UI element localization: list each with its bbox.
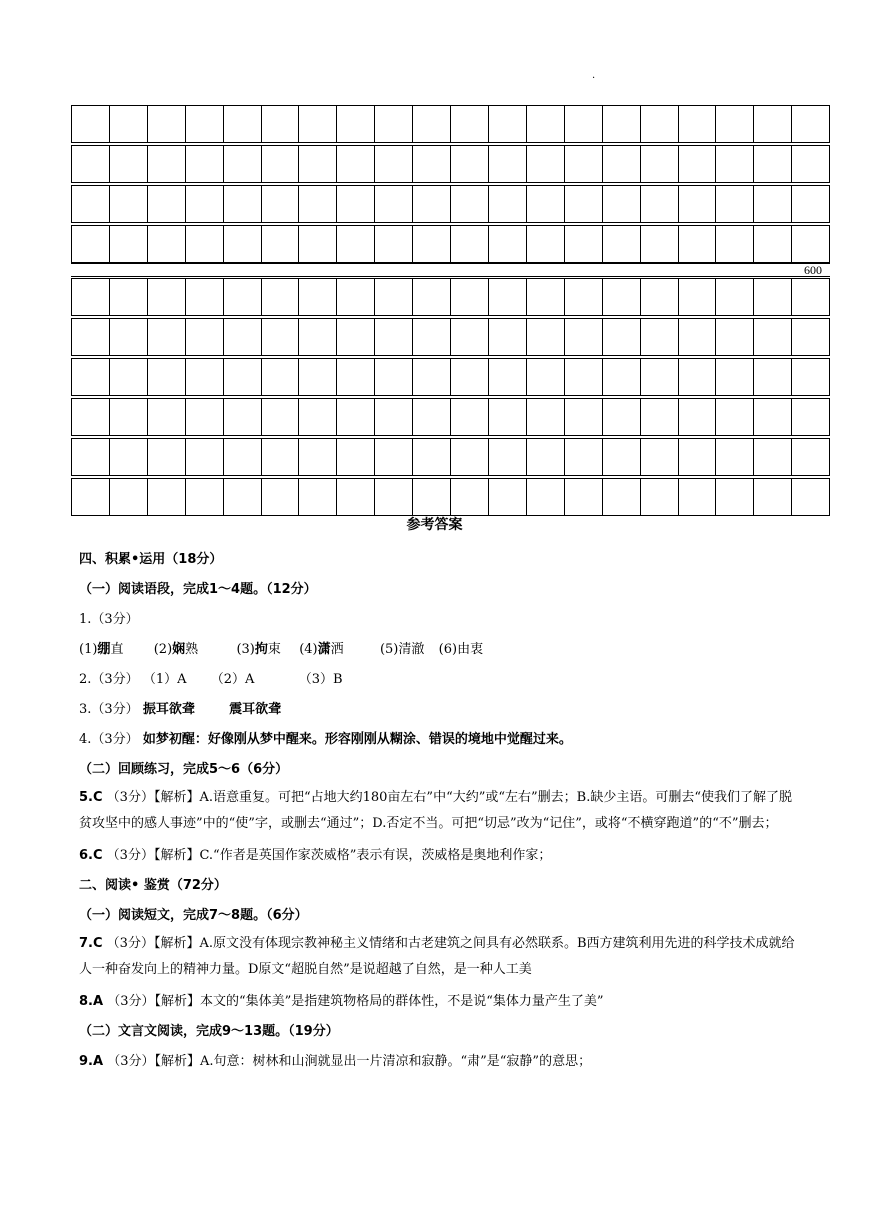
grid-cell — [223, 278, 261, 316]
grid-cell — [261, 478, 299, 516]
grid-cell — [602, 105, 640, 143]
grid-cell — [185, 318, 223, 356]
grid-cell — [336, 478, 374, 516]
grid-cell — [336, 225, 374, 263]
grid-cell — [374, 478, 412, 516]
answer-content — [79, 545, 799, 1077]
grid-cell — [753, 398, 791, 436]
grid-cell — [791, 278, 830, 316]
grid-row — [71, 145, 830, 183]
grid-cell — [185, 225, 223, 263]
q4-answer: 4.（3分） 如梦初醒：好像刚从梦中醒来。形容刚刚从糊涂、错误的境地中觉醒过来。 — [79, 732, 572, 747]
grid-cell — [753, 438, 791, 476]
grid-cell — [298, 278, 336, 316]
grid-cell — [488, 145, 526, 183]
q1-item: (2)娴熟 — [153, 642, 199, 657]
grid-cell — [678, 225, 716, 263]
grid-cell — [791, 225, 830, 263]
grid-cell — [412, 225, 450, 263]
grid-cell — [450, 358, 488, 396]
grid-cell — [526, 185, 564, 223]
grid-cell — [185, 105, 223, 143]
grid-cell — [185, 185, 223, 223]
grid-cell — [640, 185, 678, 223]
grid-cell — [147, 225, 185, 263]
grid-cell — [791, 185, 830, 223]
grid-cell — [753, 478, 791, 516]
grid-cell — [488, 185, 526, 223]
grid-cell — [336, 398, 374, 436]
grid-cell — [488, 318, 526, 356]
grid-cell — [526, 478, 564, 516]
grid-cell — [753, 225, 791, 263]
grid-cell — [715, 478, 753, 516]
grid-cell — [715, 278, 753, 316]
grid-cell — [374, 438, 412, 476]
grid-row — [71, 225, 830, 263]
grid-cell — [640, 225, 678, 263]
grid-cell — [715, 185, 753, 223]
grid-cell — [261, 278, 299, 316]
grid-cell — [298, 185, 336, 223]
q1-item: (6)由衷 — [438, 642, 484, 657]
grid-cell — [753, 358, 791, 396]
grid-cell — [261, 318, 299, 356]
grid-cell — [71, 145, 109, 183]
grid-cell — [336, 278, 374, 316]
grid-cell — [678, 318, 716, 356]
grid-row — [71, 105, 830, 143]
grid-cell — [753, 185, 791, 223]
grid-row — [71, 185, 830, 223]
grid-cell — [298, 358, 336, 396]
grid-cell — [336, 105, 374, 143]
grid-cell — [715, 145, 753, 183]
q1-item: (5)清澈 — [379, 642, 425, 657]
grid-cell — [109, 358, 147, 396]
grid-cell — [109, 278, 147, 316]
q9-answer: 9.A （3分）【解析】A.句意：树林和山涧就显出一片清凉和寂静。“肃”是“寂静”的意思； — [79, 1054, 592, 1069]
grid-cell — [374, 225, 412, 263]
q1-answer — [79, 635, 799, 665]
grid-cell — [602, 358, 640, 396]
grid-cell — [564, 185, 602, 223]
grid-cell — [602, 278, 640, 316]
grid-cell — [298, 105, 336, 143]
grid-cell — [298, 225, 336, 263]
grid-cell — [602, 318, 640, 356]
grid-cell — [450, 318, 488, 356]
grid-cell — [488, 225, 526, 263]
grid-cell — [640, 318, 678, 356]
grid-cell — [147, 185, 185, 223]
grid-cell — [223, 318, 261, 356]
grid-cell — [261, 105, 299, 143]
grid-cell — [450, 398, 488, 436]
grid-cell — [412, 105, 450, 143]
grid-cell — [450, 225, 488, 263]
q3-answer: 3.（3分） 振耳欲聋 震耳欲聋 — [79, 702, 282, 717]
grid-cell — [261, 358, 299, 396]
grid-cell — [526, 105, 564, 143]
grid-cell — [412, 358, 450, 396]
grid-cell — [564, 225, 602, 263]
grid-cell — [223, 478, 261, 516]
character-count-label: 600 — [804, 263, 822, 277]
part-heading: （一）阅读语段，完成1～4题。（12分） — [79, 582, 317, 597]
grid-cell — [185, 398, 223, 436]
grid-cell — [450, 478, 488, 516]
grid-cell — [374, 185, 412, 223]
grid-cell — [715, 438, 753, 476]
grid-cell — [109, 185, 147, 223]
grid-cell — [185, 438, 223, 476]
grid-cell — [526, 398, 564, 436]
grid-cell — [488, 358, 526, 396]
q1-number: 1.（3分） — [79, 612, 139, 627]
grid-cell — [71, 358, 109, 396]
grid-cell — [488, 278, 526, 316]
grid-cell — [640, 398, 678, 436]
q7-answer: 7.C （3分）【解析】A.原文没有体现宗教神秘主义情绪和古老建筑之间具有必然联系。B西方建筑利用先进的科学技术成就给人一种奋发向上的精神力量。D原文“超脱自然”是说超越了自然，是一种人工美 — [79, 936, 795, 977]
grid-cell — [564, 358, 602, 396]
grid-cell — [564, 438, 602, 476]
grid-cell — [109, 145, 147, 183]
grid-cell — [564, 478, 602, 516]
grid-cell — [412, 278, 450, 316]
grid-cell — [488, 105, 526, 143]
grid-cell — [753, 318, 791, 356]
grid-cell — [147, 398, 185, 436]
grid-row — [71, 478, 830, 516]
grid-cell — [71, 398, 109, 436]
grid-cell — [564, 318, 602, 356]
grid-cell — [791, 318, 830, 356]
grid-cell — [715, 105, 753, 143]
grid-cell — [602, 398, 640, 436]
grid-row — [71, 358, 830, 396]
answers-title: 参考答案 — [406, 517, 463, 533]
grid-cell — [223, 105, 261, 143]
grid-cell — [412, 318, 450, 356]
grid-cell — [261, 145, 299, 183]
part-heading: （二）回顾练习，完成5～6（6分） — [79, 762, 289, 777]
section-heading: 四、积累•运用（18分） — [79, 552, 223, 567]
grid-cell — [678, 105, 716, 143]
grid-cell — [791, 398, 830, 436]
grid-cell — [71, 438, 109, 476]
grid-cell — [640, 105, 678, 143]
grid-cell — [526, 358, 564, 396]
grid-cell — [223, 145, 261, 183]
grid-cell — [450, 105, 488, 143]
grid-row — [71, 398, 830, 436]
grid-cell — [640, 278, 678, 316]
grid-cell — [753, 278, 791, 316]
grid-cell — [602, 225, 640, 263]
grid-cell — [791, 438, 830, 476]
grid-cell — [488, 438, 526, 476]
grid-cell — [109, 478, 147, 516]
grid-cell — [261, 398, 299, 436]
grid-cell — [374, 278, 412, 316]
grid-cell — [223, 185, 261, 223]
grid-cell — [336, 438, 374, 476]
grid-cell — [526, 278, 564, 316]
grid-cell — [374, 358, 412, 396]
grid-cell — [185, 278, 223, 316]
grid-cell — [336, 318, 374, 356]
grid-cell — [223, 358, 261, 396]
grid-cell — [450, 145, 488, 183]
grid-cell — [450, 185, 488, 223]
grid-cell — [715, 358, 753, 396]
grid-cell — [109, 225, 147, 263]
grid-cell — [412, 438, 450, 476]
grid-cell — [109, 318, 147, 356]
grid-cell — [488, 398, 526, 436]
grid-cell — [526, 438, 564, 476]
grid-cell — [791, 478, 830, 516]
grid-cell — [602, 478, 640, 516]
grid-cell — [564, 398, 602, 436]
grid-separator — [71, 263, 830, 277]
grid-cell — [71, 225, 109, 263]
grid-cell — [678, 478, 716, 516]
grid-cell — [450, 278, 488, 316]
grid-cell — [678, 398, 716, 436]
grid-cell — [640, 145, 678, 183]
grid-cell — [715, 318, 753, 356]
grid-cell — [71, 278, 109, 316]
grid-cell — [109, 105, 147, 143]
section-heading: 二、阅读• 鉴赏（72分） — [79, 878, 227, 893]
grid-cell — [298, 318, 336, 356]
grid-cell — [715, 398, 753, 436]
grid-cell — [791, 145, 830, 183]
grid-cell — [71, 478, 109, 516]
grid-cell — [678, 358, 716, 396]
grid-cell — [678, 278, 716, 316]
q1-item: (3)拘束 — [236, 642, 281, 657]
grid-cell — [298, 478, 336, 516]
q2-answer: 2.（3分） （1）A （2）A （3）B — [79, 672, 343, 687]
grid-cell — [564, 105, 602, 143]
part-heading: （二）文言文阅读，完成9～13题。（19分） — [79, 1024, 339, 1039]
grid-cell — [71, 185, 109, 223]
grid-cell — [261, 438, 299, 476]
grid-cell — [223, 438, 261, 476]
grid-cell — [71, 318, 109, 356]
grid-cell — [640, 358, 678, 396]
q8-answer: 8.A （3分）【解析】本文的“集体美”是指建筑物格局的群体性，不是说“集体力量产生了美” — [79, 994, 604, 1009]
grid-cell — [564, 278, 602, 316]
grid-cell — [640, 478, 678, 516]
grid-cell — [526, 225, 564, 263]
grid-cell — [412, 478, 450, 516]
grid-cell — [298, 145, 336, 183]
grid-cell — [185, 358, 223, 396]
grid-cell — [336, 185, 374, 223]
grid-cell — [185, 478, 223, 516]
grid-cell — [753, 105, 791, 143]
grid-cell — [223, 398, 261, 436]
grid-cell — [564, 145, 602, 183]
grid-cell — [412, 145, 450, 183]
grid-cell — [450, 438, 488, 476]
grid-cell — [488, 478, 526, 516]
grid-cell — [374, 318, 412, 356]
grid-cell — [261, 185, 299, 223]
grid-cell — [753, 145, 791, 183]
grid-cell — [71, 105, 109, 143]
grid-cell — [412, 398, 450, 436]
grid-cell — [147, 278, 185, 316]
grid-cell — [602, 185, 640, 223]
grid-cell — [147, 438, 185, 476]
grid-row — [71, 438, 830, 476]
q1-item: (4)潇洒 — [299, 642, 344, 657]
grid-cell — [109, 398, 147, 436]
grid-cell — [602, 145, 640, 183]
grid-cell — [261, 225, 299, 263]
grid-cell — [147, 145, 185, 183]
grid-cell — [147, 478, 185, 516]
grid-cell — [109, 438, 147, 476]
grid-cell — [147, 105, 185, 143]
grid-cell — [185, 145, 223, 183]
grid-cell — [374, 398, 412, 436]
grid-cell — [791, 105, 830, 143]
grid-cell — [678, 438, 716, 476]
grid-cell — [336, 358, 374, 396]
grid-cell — [715, 225, 753, 263]
grid-cell — [640, 438, 678, 476]
q1-item: (1)绷直 — [79, 642, 124, 657]
page-dot: . — [592, 70, 596, 81]
grid-cell — [147, 318, 185, 356]
grid-cell — [526, 318, 564, 356]
grid-cell — [678, 145, 716, 183]
grid-cell — [336, 145, 374, 183]
q5-answer: 5.C （3分）【解析】A.语意重复。可把“占地大约180亩左右”中“大约”或“左右”删去；B.缺少主语。可删去“使我们了解了脱贫攻坚中的感人事迹”中的“使”字，或删去“通过”；D.否定不当。可把“切忌”改为“记住”，或将“不横穿跑道”的“不”删去； — [79, 790, 792, 831]
grid-cell — [791, 358, 830, 396]
grid-cell — [374, 145, 412, 183]
grid-cell — [526, 145, 564, 183]
grid-cell — [223, 225, 261, 263]
q6-answer: 6.C （3分）【解析】C.“作者是英国作家茨威格”表示有误，茨威格是奥地利作家； — [79, 848, 552, 863]
grid-cell — [147, 358, 185, 396]
grid-row — [71, 278, 830, 316]
grid-cell — [374, 105, 412, 143]
grid-cell — [298, 438, 336, 476]
part-heading: （一）阅读短文，完成7～8题。（6分） — [79, 908, 308, 923]
grid-cell — [298, 398, 336, 436]
grid-cell — [412, 185, 450, 223]
grid-cell — [602, 438, 640, 476]
grid-row — [71, 318, 830, 356]
grid-cell — [678, 185, 716, 223]
